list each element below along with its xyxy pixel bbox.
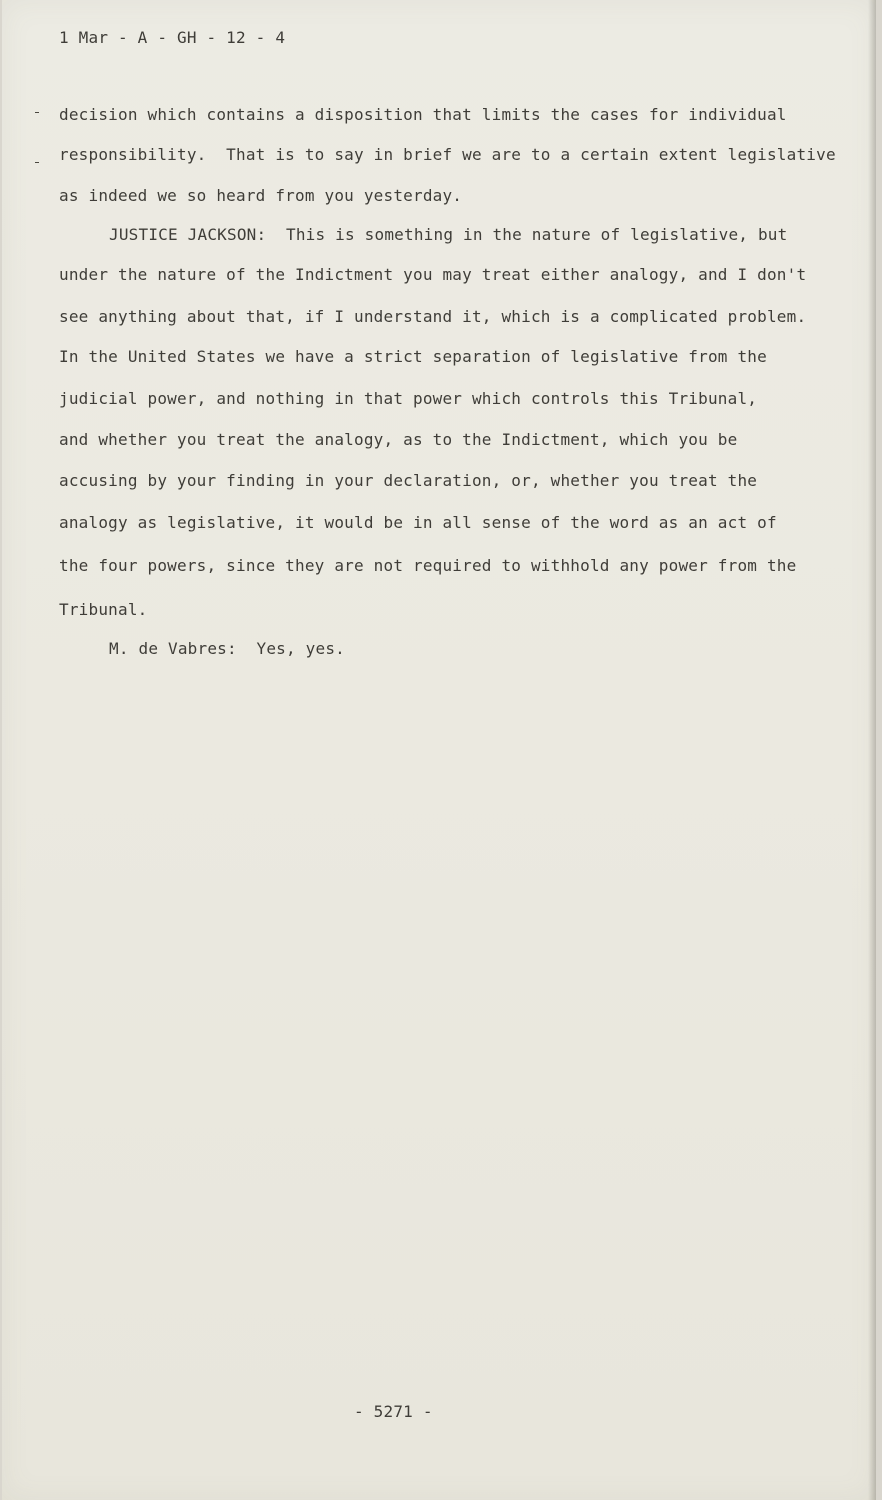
text-line: see anything about that, if I understand it, which is a complicated problem. (59, 307, 807, 326)
text-line: Tribunal. (59, 600, 148, 619)
document-reference: 1 Mar - A - GH - 12 - 4 (59, 28, 286, 47)
margin-mark (35, 112, 39, 113)
text-line: as indeed we so heard from you yesterday. (59, 186, 463, 205)
text-line: analogy as legislative, it would be in all sense of the word as an act of (59, 513, 777, 532)
text-line: judicial power, and nothing in that power which controls this Tribunal, (59, 389, 758, 408)
speaker-line: JUSTICE JACKSON: This is something in the nature of legislative, but (109, 225, 788, 244)
margin-mark (35, 162, 39, 163)
document-page (2, 0, 876, 1500)
text-line: and whether you treat the analogy, as to the Indictment, which you be (59, 430, 738, 449)
text-line: accusing by your finding in your declaration, or, whether you treat the (59, 471, 758, 490)
text-line: the four powers, since they are not required to withhold any power from the (59, 556, 797, 575)
text-line: under the nature of the Indictment you may treat either analogy, and I don't (59, 265, 807, 284)
text-line: decision which contains a disposition that limits the cases for individual (59, 105, 787, 124)
page-edge-shadow (868, 0, 876, 1500)
speaker-line: M. de Vabres: Yes, yes. (109, 639, 345, 658)
text-line: In the United States we have a strict separation of legislative from the (59, 347, 767, 366)
text-line: responsibility. That is to say in brief we are to a certain extent legislative (59, 145, 836, 164)
page-number: - 5271 - (354, 1402, 433, 1421)
